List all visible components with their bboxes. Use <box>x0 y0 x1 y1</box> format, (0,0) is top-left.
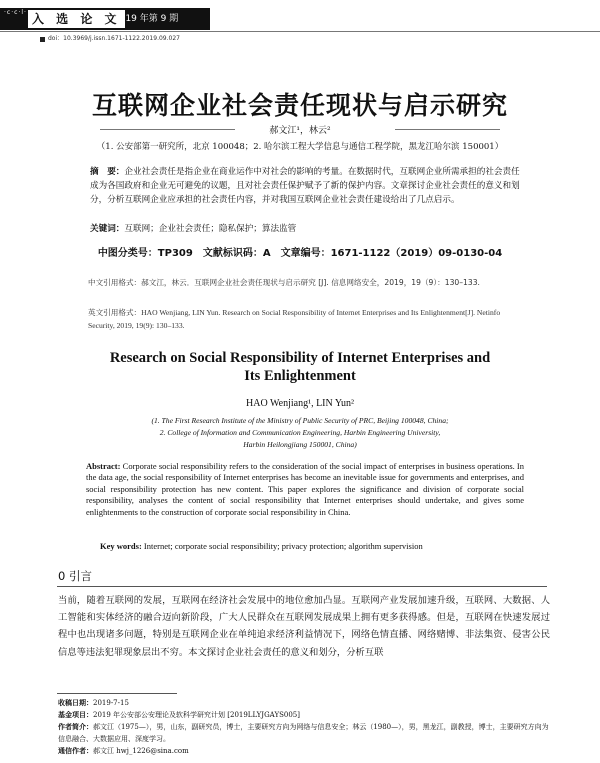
contact-text: 郝文江 hwj_1226@sina.com <box>93 747 189 755</box>
affiliation-en-line1: (1. The First Research Institute of the Ministry of Public Security of PRC, Beijing 100048, China; <box>151 416 449 425</box>
footnote-fund <box>58 709 550 721</box>
title-cn: 互联网企业社会责任现状与启示研究 <box>91 91 508 120</box>
footnote-contact <box>58 745 550 757</box>
footnotes <box>58 697 550 757</box>
authors-cn-text: 郝文江¹，林云² <box>269 126 331 136</box>
title-en-line1: Research on Social Responsibility of Internet Enterprises and <box>109 350 491 366</box>
citation-cn: 中文引用格式：郝文江，林云．互联网企业社会责任现状与启示研究 [J]. 信息网络安全，2019，19（9）：130–133. <box>88 278 480 287</box>
received-date: 2019-7-15 <box>93 699 129 707</box>
header-dots: ·c·c·l· <box>4 9 27 16</box>
classification-line: 中图分类号：TP309 文献标识码：A 文章编号：1671-1122（2019）09-0130-04 <box>97 248 503 259</box>
title-en <box>80 349 520 385</box>
bio-label: 作者简介： <box>58 723 93 731</box>
fund-label: 基金项目： <box>58 711 93 719</box>
doi-text: doi：10.3969/j.issn.1671-1122.2019.09.027 <box>48 35 180 42</box>
authors-en: HAO Wenjiang¹, LIN Yun² <box>246 398 354 409</box>
footnote-divider <box>57 693 177 694</box>
keywords-en-label: Key words: <box>100 541 142 551</box>
bio-text: 郝文江（1975—），男，山东，副研究员，博士，主要研究方向为网络与信息安全；林云（1980—），男，黑龙江，副教授，博士，主要研究方向为信息融合、大数据应用、深度学习。 <box>58 723 549 743</box>
section-heading: 0 引言 <box>58 569 92 583</box>
keywords-cn-text: 互联网；企业社会责任；隐私保护；算法监管 <box>124 224 297 234</box>
keywords-en <box>100 541 530 551</box>
abstract-en-text: Corporate social responsibility refers to the consideration of the social impact of enterprises in business operations. In the data age, the social responsibility of Internet enterprises has become an inevitable issue for governments and enterprises, and social responsibility protection has new content. This paper explores the significance and division of corporate social responsibility, analyses the content of social responsibility that Internet enterprises should undertake, and gives some enlightenments to the construction of corporate social responsibility in China. <box>86 461 525 517</box>
affiliation-en <box>80 415 520 451</box>
body-paragraph: 当前，随着互联网的发展，互联网在经济社会发展中的地位愈加凸显。互联网产业发展加速升级，互联网、大数据、人工智能和实体经济的融合迈向新阶段，广大人民群众在互联网发展成果上拥有更多获得感。但是，互联网在快速发展过程中也出现诸多问题，特别是互联网企业在单纯追求经济利益情况下，网络色情直播、网络赌博、非法集资、侵害公民信息等违法犯罪现象层出不穷。本文探讨企业社会责任的意义和划分，分析互联 <box>58 595 550 658</box>
fund-text: 2019 年公安部公安理论及软科学研究计划 [2019LLYJGAYS005] <box>93 711 300 719</box>
affiliation-cn: （1. 公安部第一研究所，北京 100048；2. 哈尔滨工程大学信息与通信工程学院，黑龙江哈尔滨 150001） <box>96 142 504 152</box>
abstract-cn <box>90 165 520 207</box>
abstract-cn-text: 企业社会责任是指企业在商业运作中对社会的影响的考量。在数据时代，互联网企业所需承担的社会责任成为各国政府和企业无可避免的议题，且对社会责任保护赋予了新的保护内容。文章探讨企业社会责任的意义和划分，分析互联网企业应承担的社会责任内容，并对我国互联网企业社会责任建设给出了几点启示。 <box>90 167 520 205</box>
affiliation-en-line3: Harbin Heilongjiang 150001, China) <box>243 440 357 449</box>
issue-label: 2019 年第 9 期 <box>114 14 179 24</box>
doi-square-icon <box>40 37 45 42</box>
abstract-en <box>86 461 524 518</box>
keywords-cn <box>90 222 520 234</box>
keywords-cn-label: 关键词： <box>90 224 125 234</box>
affiliation-en-line2: 2. College of Information and Communication Engineering, Harbin Engineering University, <box>159 428 441 437</box>
abstract-cn-label: 摘 要： <box>90 167 125 177</box>
received-label: 收稿日期： <box>58 699 93 707</box>
journal-section-tag: 入 选 论 文 <box>28 10 125 28</box>
citation-en: 英文引用格式：HAO Wenjiang, LIN Yun. Research on Social Responsibility of Internet Enterprises and Its Enlightenment[J]. Netinfo Security, 2019, 19(9): 130–133. <box>88 308 501 330</box>
title-en-line2: Its Enlightenment <box>244 368 356 384</box>
abstract-en-label: Abstract: <box>86 461 121 471</box>
footnote-received <box>58 697 550 709</box>
authors-cn <box>100 123 500 136</box>
footnote-bio <box>58 721 550 745</box>
contact-label: 通信作者： <box>58 747 93 755</box>
keywords-en-text: Internet; corporate social responsibility; privacy protection; algorithm supervision <box>143 541 423 551</box>
header-divider <box>0 31 600 32</box>
section-divider <box>57 586 547 587</box>
